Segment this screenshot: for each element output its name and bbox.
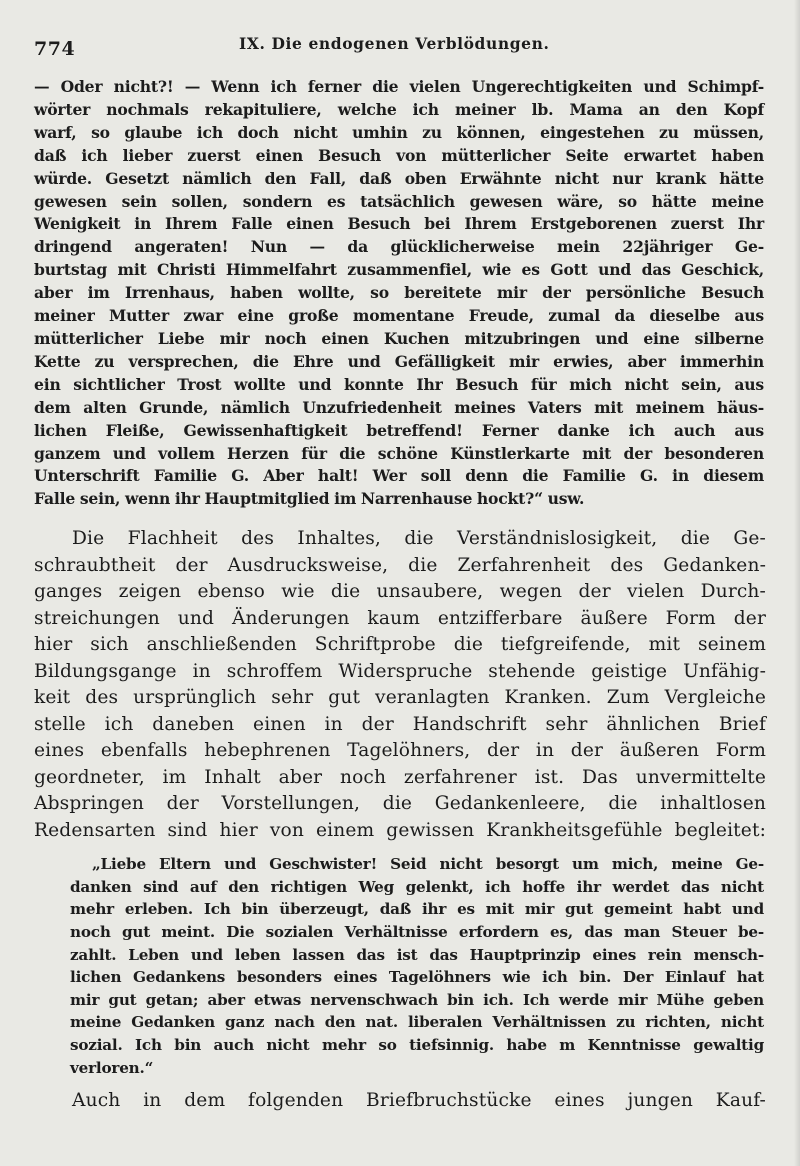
text-line: warf, so glaube ich doch nicht umhin zu können, eingestehen zu müssen, bbox=[34, 122, 764, 142]
text-line: sozial. Ich bin auch nicht mehr so tiefsinnig. habe m Kenntnisse gewaltig bbox=[70, 1035, 764, 1054]
text-line: mütterlicher Liebe mir noch einen Kuchen mitzubringen und eine silberne bbox=[34, 328, 764, 348]
text-line: burtstag mit Christi Himmelfahrt zusammenfiel, wie es Gott und das Geschick, bbox=[34, 260, 764, 280]
text-line: keit des ursprünglich sehr gut veranlagten Kranken. Zum Vergleiche bbox=[34, 687, 766, 709]
text-line: — Oder nicht?! — Wenn ich ferner die vielen Ungerechtigkeiten und Schimpf- bbox=[34, 77, 764, 96]
text-line: „Liebe Eltern und Geschwister! Seid nicht besorgt um mich, meine Ge- bbox=[92, 855, 764, 874]
text-line: streichungen und Änderungen kaum entzifferbare äußere Form der bbox=[34, 607, 766, 629]
text-line: ein sichtlicher Trost wollte und konnte Ihr Besuch für mich nicht sein, aus bbox=[34, 374, 764, 394]
text-line: danken sind auf den richtigen Weg gelenkt, ich hoffe ihr werdet das nicht bbox=[70, 877, 764, 896]
text-line: ganzem und vollem Herzen für die schöne Künstlerkarte mit der besonderen bbox=[34, 443, 764, 463]
text-line: gewesen sein sollen, sondern es tatsächlich gewesen wäre, so hätte meine bbox=[34, 191, 764, 211]
second-letter-quote bbox=[34, 853, 764, 1079]
text-line: mehr erleben. Ich bin überzeugt, daß ihr es mit mir gut gemeint habt und bbox=[70, 900, 764, 919]
text-line: Falle sein, wenn ihr Hauptmitglied im Narrenhause hockt?“ usw. bbox=[34, 489, 585, 509]
text-line: Abspringen der Vorstellungen, die Gedankenleere, die inhaltlosen bbox=[34, 793, 766, 815]
text-line: aber im Irrenhaus, haben wollte, so bereitete mir der persönliche Besuch bbox=[34, 283, 764, 303]
text-line: dem alten Grunde, nämlich Unzufriedenheit meines Vaters mit meinem häus- bbox=[34, 397, 764, 417]
patient-letter-continuation bbox=[34, 76, 764, 511]
text-line: stelle ich daneben einen in der Handschrift sehr ähnlichen Brief bbox=[34, 713, 766, 735]
text-line: würde. Gesetzt nämlich den Fall, daß oben Erwähnte nicht nur krank hätte bbox=[34, 168, 764, 188]
text-line: noch gut meint. Die sozialen Verhältnisse erfordern es, das man Steuer be- bbox=[70, 923, 764, 941]
text-line: mir gut getan; aber etwas nervenschwach bin ich. Ich werde mir Mühe geben bbox=[70, 990, 764, 1009]
text-line: Bildungsgange in schroffem Widerspruche stehende geistige Unfähig- bbox=[34, 660, 766, 682]
text-line: Redensarten sind hier von einem gewissen Krankheitsgefühle begleitet: bbox=[34, 819, 766, 841]
text-line: Kette zu versprechen, die Ehre und Gefälligkeit mir erwies, aber immerhin bbox=[34, 351, 764, 371]
text-line: eines ebenfalls hebephrenen Tagelöhners, der in der äußeren Form bbox=[34, 740, 766, 762]
text-line: Unterschrift Familie G. Aber halt! Wer soll denn die Familie G. in diesem bbox=[34, 466, 764, 486]
text-line: Auch in dem folgenden Briefbruchstücke eines jungen Kauf- bbox=[72, 1090, 766, 1112]
text-line: meiner Mutter zwar eine große momentane Freude, zumal da dieselbe aus bbox=[34, 306, 764, 326]
text-line: daß ich lieber zuerst einen Besuch von mütterlicher Seite erwartet haben bbox=[34, 145, 764, 165]
text-line: Die Flachheit des Inhaltes, die Verständnislosigkeit, die Ge- bbox=[72, 528, 766, 550]
text-line: dringend angeraten! Nun — da glücklicherweise mein 22jähriger Ge- bbox=[34, 237, 764, 257]
page-number: 774 bbox=[34, 38, 76, 60]
text-line: ganges zeigen ebenso wie die unsaubere, wegen der vielen Durch- bbox=[34, 581, 766, 603]
text-line: schraubtheit der Ausdrucksweise, die Zerfahrenheit des Gedanken- bbox=[34, 554, 766, 576]
text-line: lichen Fleiße, Gewissenhaftigkeit betreffend! Ferner danke ich auch aus bbox=[34, 420, 764, 440]
text-line: zahlt. Leben und leben lassen das ist das Hauptprinzip eines rein mensch- bbox=[70, 945, 764, 964]
closing-paragraph bbox=[34, 1088, 766, 1115]
text-line: meine Gedanken ganz nach den nat. liberalen Verhältnissen zu richten, nicht bbox=[70, 1013, 764, 1032]
text-line: Wenigkeit in Ihrem Falle einen Besuch bei Ihrem Erstgeborenen zuerst Ihr bbox=[34, 214, 764, 234]
chapter-title: IX. Die endogenen Verblödungen. bbox=[239, 34, 550, 53]
commentary-paragraph bbox=[34, 526, 766, 844]
text-line: verloren.“ bbox=[70, 1058, 154, 1077]
text-line: hier sich anschließenden Schriftprobe die tiefgreifende, mit seinem bbox=[34, 634, 766, 656]
text-line: geordneter, im Inhalt aber noch zerfahrener ist. Das unvermittelte bbox=[34, 766, 766, 788]
running-header bbox=[34, 28, 768, 66]
text-line: wörter nochmals rekapituliere, welche ich meiner lb. Mama an den Kopf bbox=[34, 99, 764, 119]
text-line: lichen Gedankens besonders eines Tagelöhners wie ich bin. Der Einlauf hat bbox=[70, 968, 764, 987]
